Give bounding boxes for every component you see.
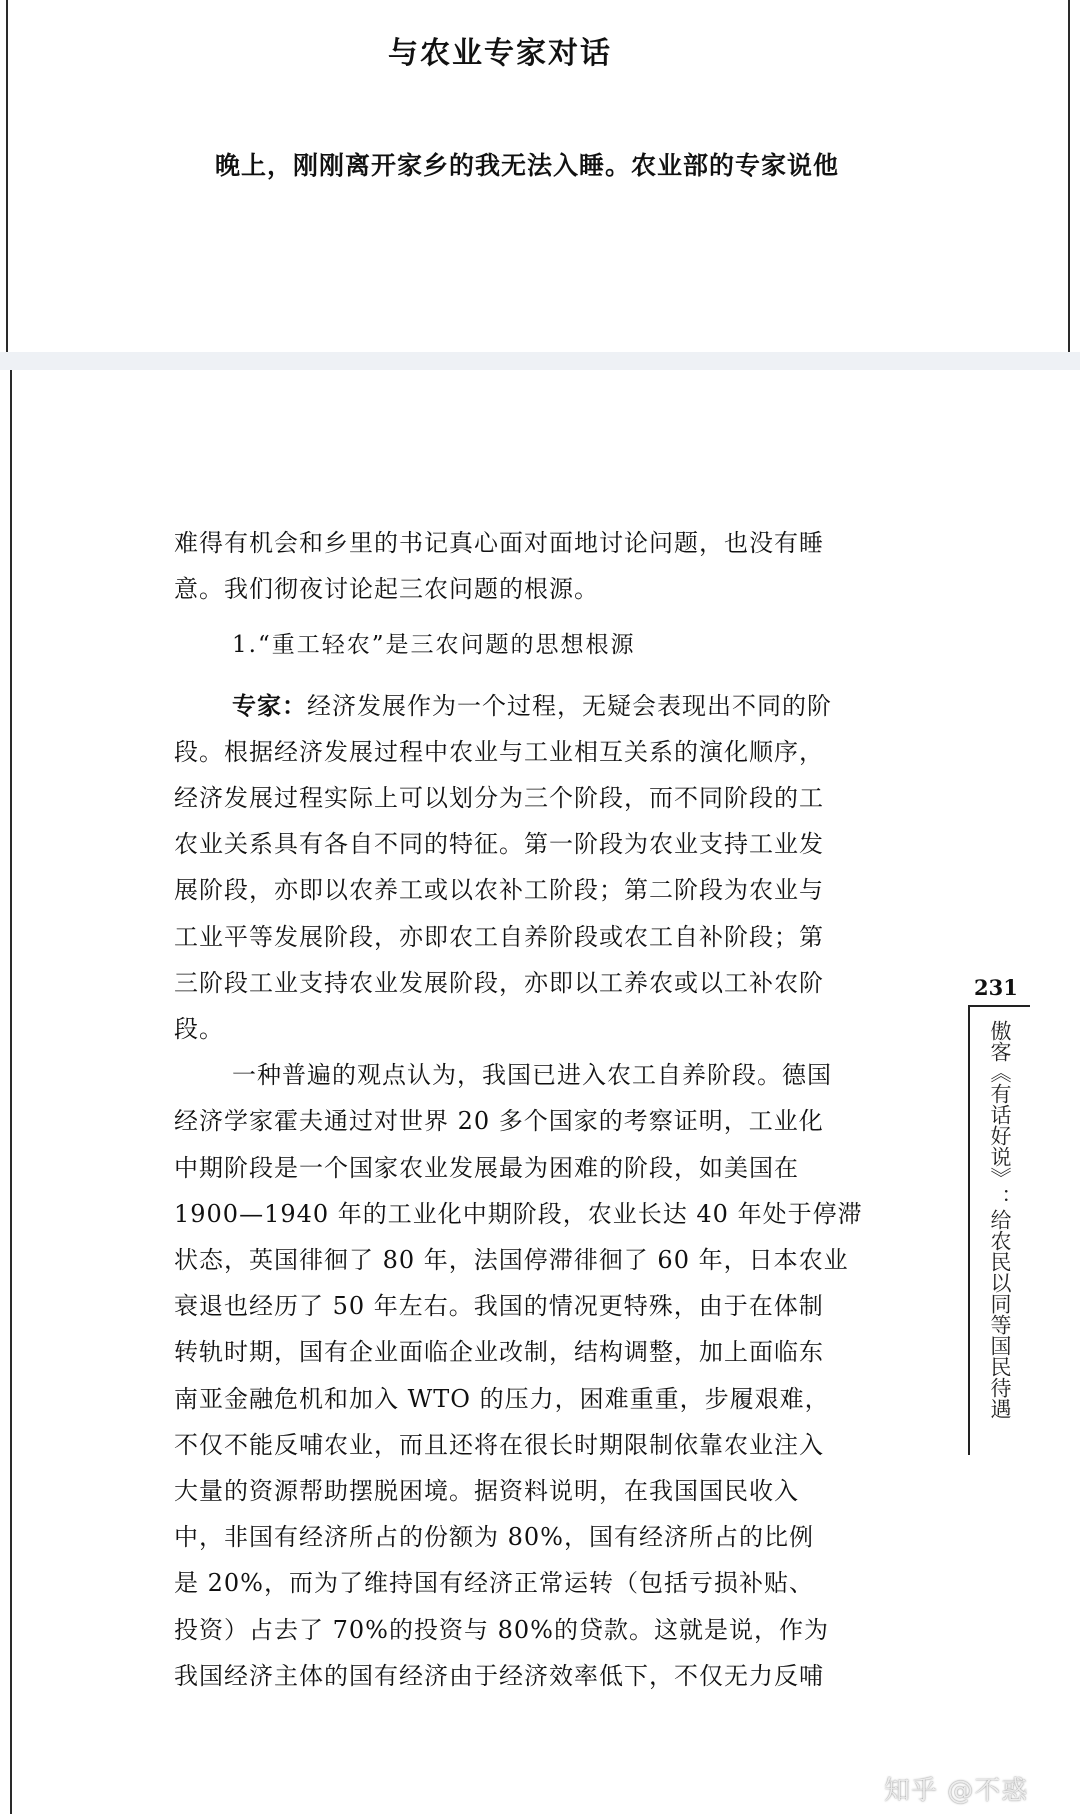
page-number: 231 xyxy=(974,975,1018,1000)
text-line: 经济发展过程实际上可以划分为三个阶段，而不同阶段的工 xyxy=(174,784,824,813)
page-edge-right xyxy=(1068,0,1070,352)
text-line: 经济发展作为一个过程，无疑会表现出不同的阶 xyxy=(307,691,832,720)
text-line: 转轨时期，国有企业面临企业改制，结构调整，加上面临东 xyxy=(174,1338,824,1367)
text-line: 农业关系具有各自不同的特征。第一阶段为农业支持工业发 xyxy=(174,830,824,859)
margin-bracket xyxy=(968,1005,1030,1019)
text-line: 大量的资源帮助摆脱困境。据资料说明，在我国国民收入 xyxy=(174,1477,799,1506)
watermark: 知乎 @不惑 xyxy=(884,1776,1029,1806)
top-page-fragment xyxy=(0,0,1080,352)
body-text xyxy=(174,520,934,1699)
text-line: 不仅不能反哺农业，而且还将在很长时期限制依靠农业注入 xyxy=(174,1430,824,1459)
text-line: 意。我们彻夜讨论起三农问题的根源。 xyxy=(174,575,599,604)
top-page-text-line: 晚上，刚刚离开家乡的我无法入睡。农业部的专家说他 xyxy=(215,151,840,180)
chapter-title: 与农业专家对话 xyxy=(388,36,612,71)
text-line: 经济学家霍夫通过对世界 20 多个国家的考察证明，工业化 xyxy=(174,1107,824,1136)
running-header-caption: 傲客《有话好说》：给农民以同等国民待遇 xyxy=(988,1020,1012,1419)
speaker-label: 专家： xyxy=(232,691,307,720)
text-line: 投资）占去了 70%的投资与 80%的贷款。这就是说，作为 xyxy=(174,1615,829,1644)
paragraph-first-line xyxy=(174,683,934,729)
text-line: 1900—1940 年的工业化中期阶段，农业长达 40 年处于停滞 xyxy=(174,1199,863,1228)
text-line: 段。 xyxy=(174,1015,224,1044)
text-line: 我国经济主体的国有经济由于经济效率低下，不仅无力反哺 xyxy=(174,1661,824,1690)
margin-rule xyxy=(968,1005,970,1455)
paragraph-first-line: 一种普遍的观点认为，我国已进入农工自养阶段。德国 xyxy=(232,1061,832,1090)
text-line: 是 20%，而为了维持国有经济正常运转（包括亏损补贴、 xyxy=(174,1569,814,1598)
text-line: 衰退也经历了 50 年左右。我国的情况更特殊，由于在体制 xyxy=(174,1292,824,1321)
text-line: 难得有机会和乡里的书记真心面对面地讨论问题，也没有睡 xyxy=(174,529,824,557)
scan-separator xyxy=(0,352,1080,370)
page-edge-left xyxy=(10,370,12,1814)
text-line: 状态，英国徘徊了 80 年，法国停滞徘徊了 60 年，日本农业 xyxy=(174,1246,849,1275)
text-line: 工业平等发展阶段，亦即农工自养阶段或农工自补阶段；第 xyxy=(174,922,824,951)
text-line: 南亚金融危机和加入 WTO 的压力，困难重重，步履艰难， xyxy=(174,1384,830,1413)
text-line: 展阶段，亦即以农养工或以农补工阶段；第二阶段为农业与 xyxy=(174,876,824,905)
section-heading: 1.“重工轻农”是三农问题的思想根源 xyxy=(232,632,636,659)
text-line: 中期阶段是一个国家农业发展最为困难的阶段，如美国在 xyxy=(174,1153,799,1182)
text-line: 中，非国有经济所占的份额为 80%，国有经济所占的比例 xyxy=(174,1523,814,1552)
main-page xyxy=(0,370,1080,1814)
text-line: 三阶段工业支持农业发展阶段，亦即以工养农或以工补农阶 xyxy=(174,968,824,997)
text-line: 段。根据经济发展过程中农业与工业相互关系的演化顺序， xyxy=(174,737,824,766)
